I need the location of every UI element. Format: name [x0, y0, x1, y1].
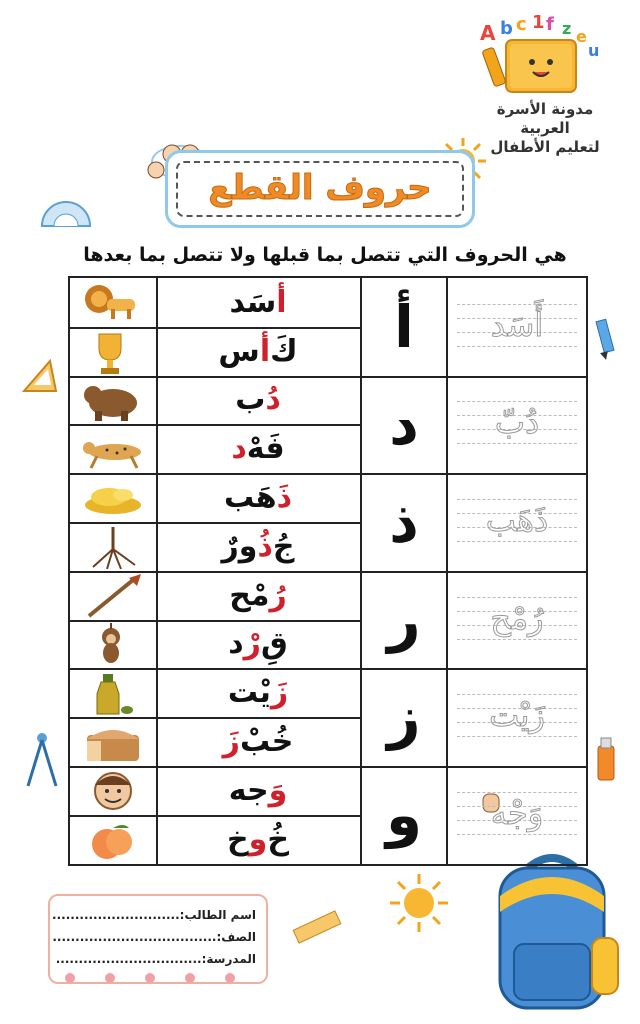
student-name-field[interactable]: اسم الطالب:............................ — [52, 908, 256, 922]
lion-icon — [70, 278, 156, 327]
tracing-cell[interactable] — [448, 571, 586, 669]
word-text: ذَ هَب — [224, 480, 292, 516]
protractor-icon — [38, 196, 94, 230]
trophy-icon — [70, 327, 156, 376]
compass-icon — [22, 730, 62, 790]
cheetah-icon — [70, 424, 156, 473]
blog-line-2: لتعليم الأطفال — [490, 138, 600, 156]
letter-cell: أ — [394, 292, 414, 361]
bear-icon — [70, 376, 156, 425]
letter-cell: ر — [387, 585, 421, 654]
logo — [470, 8, 620, 96]
flower-border-icon — [60, 968, 260, 988]
svg-text:1: 1 — [532, 12, 545, 33]
gold-icon — [70, 473, 156, 522]
set-square-icon — [20, 355, 60, 395]
word-text: رُ مْح — [229, 577, 287, 613]
word-row — [70, 571, 360, 620]
glue-icon — [590, 734, 622, 784]
word-text: دُ ب — [235, 382, 281, 418]
class-field[interactable]: الصف:.................................... — [52, 930, 256, 944]
face-icon — [70, 766, 156, 815]
letter-cell: ذ — [389, 487, 419, 556]
word-row — [70, 376, 360, 425]
ruler-icon — [288, 908, 344, 948]
tracing-cell[interactable] — [448, 668, 586, 766]
word-text: خُ و خ — [227, 821, 289, 857]
word-row — [70, 620, 360, 669]
bread-icon — [70, 717, 156, 766]
word-text: وَ جه — [228, 772, 288, 808]
word-text: زَ يْت — [227, 675, 289, 711]
backpack-icon — [480, 848, 630, 1018]
trace-word: أَسَد — [490, 305, 544, 344]
letter-cell: و — [385, 780, 423, 849]
tracing-cell[interactable] — [448, 766, 586, 864]
word-row — [70, 424, 360, 473]
svg-text:u: u — [588, 41, 600, 60]
svg-text:f: f — [546, 14, 554, 35]
svg-text:z: z — [562, 19, 572, 38]
word-text: أ سَد — [229, 284, 287, 320]
svg-text:e: e — [576, 27, 587, 46]
sun-icon-bottom — [388, 872, 450, 934]
school-field[interactable]: المدرسة:................................ — [55, 952, 256, 966]
blog-line-1: مدونة الأسرة العربية — [496, 100, 594, 137]
word-row — [70, 522, 360, 571]
word-text: قِ رْ د — [228, 626, 288, 662]
word-row — [70, 717, 360, 766]
blog-name — [470, 100, 620, 157]
letters-table — [68, 276, 588, 866]
pencil-icon — [592, 316, 618, 362]
monkey-icon — [70, 620, 156, 669]
word-row — [70, 278, 360, 327]
tracing-cell[interactable] — [448, 473, 586, 571]
word-row — [70, 815, 360, 864]
peach-icon — [70, 815, 156, 864]
trace-word: ذَهَب — [485, 500, 549, 539]
trace-word: وَجْه — [490, 793, 544, 832]
word-row — [70, 766, 360, 815]
svg-text:b: b — [500, 18, 513, 39]
word-row — [70, 327, 360, 376]
svg-text:c: c — [516, 14, 527, 35]
word-text: فَهْ د — [231, 431, 285, 467]
svg-text:A: A — [480, 21, 496, 45]
word-text: خُبْ زَ — [222, 724, 294, 760]
word-text: جُ ذُ ورٌ — [221, 528, 295, 564]
letter-cell: د — [389, 390, 419, 459]
word-row — [70, 473, 360, 522]
trace-word: زَيْت — [489, 696, 545, 735]
word-text: كَ أ س — [218, 333, 298, 369]
spear-icon — [70, 571, 156, 620]
letter-cell: ز — [387, 683, 421, 752]
roots-icon — [70, 522, 156, 571]
book-mascot-icon — [470, 8, 620, 96]
tracing-cell[interactable] — [448, 278, 586, 376]
page-title: حروف القطع — [208, 168, 432, 208]
word-row — [70, 668, 360, 717]
tracing-cell[interactable] — [448, 376, 586, 474]
oil-bottle-icon — [70, 668, 156, 717]
trace-word: دُبّ — [494, 403, 540, 442]
page-subtitle: هي الحروف التي تتصل بما قبلها ولا تتصل بما بعدها — [83, 244, 567, 266]
trace-word: رُمْح — [490, 598, 544, 637]
